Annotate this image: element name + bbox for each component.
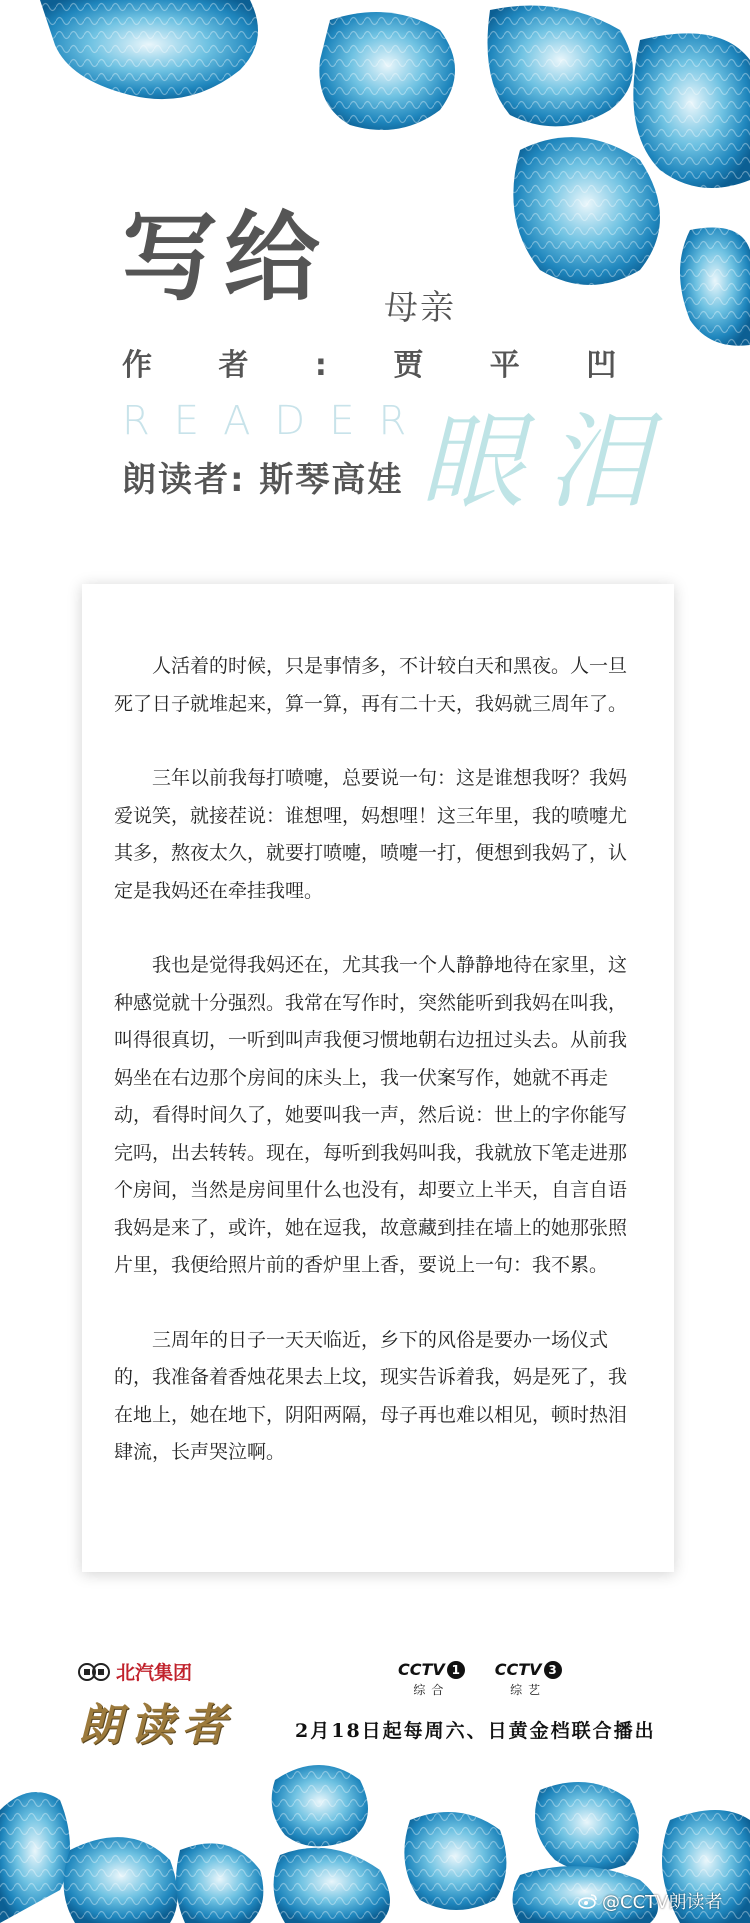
brand-name: 北汽集团 — [116, 1662, 193, 1684]
reader-name: 朗读者: 斯琴高娃 — [122, 460, 404, 500]
title-sub: 母亲 — [384, 288, 456, 328]
weibo-icon — [578, 1893, 598, 1909]
footer — [0, 1640, 750, 1750]
channel-cctv3 — [495, 1660, 562, 1698]
brand-group — [78, 1658, 234, 1753]
article-paragraph: 人活着的时候，只是事情多，不计较白天和黑夜。人一旦死了日子就堆起来，算一算，再有二十天，我妈就三周年了。 — [114, 655, 628, 715]
cctv-logo-icon — [495, 1660, 562, 1679]
watermark-text: @CCTV朗读者 — [602, 1892, 723, 1913]
blue-ink-decoration-top — [0, 0, 750, 360]
channel-number: 3 — [544, 1661, 562, 1679]
article-card — [82, 584, 674, 1572]
article-paragraph: 我也是觉得我妈还在，尤其我一个人静静地待在家里，这种感觉就十分强烈。我常在写作时，突然能听到我妈在叫我，叫得很真切，一听到叫声我便习惯地朝右边扭过头去。从前我妈坐在右边那个房间的床头上，我一伏案写作，她就不再走动，看得时间久了，她要叫我一声，然后说：世上的字你能写完吗，出去转转。现在，每听到我妈叫我，我就放下笔走进那个房间，当然是房间里什么也没有，却要立上半天，自言自语我妈是来了，或许，她在逗我，故意藏到挂在墙上的她那张照片里，我便给照片前的香炉里上香，要说上一句：我不累。 — [114, 954, 628, 1276]
baic-logo-icon — [78, 1662, 110, 1682]
channel-name: 综艺 — [510, 1683, 547, 1697]
program-logo: 朗读者 — [78, 1700, 234, 1751]
channel-logo-text: CCTV — [494, 1660, 542, 1679]
tears-calligraphy: 眼泪 — [420, 401, 673, 523]
weibo-watermark — [578, 1888, 722, 1914]
article-paragraph: 三周年的日子一天天临近，乡下的风俗是要办一场仪式的，我准备着香烛花果去上坟，现实告诉着我，妈是死了，我在地上，她在地下，阴阳两隔，母子再也难以相见，顿时热泪肆流，长声哭泣啊。 — [114, 1328, 628, 1463]
broadcast-schedule: 2月18日起每周六、日黄金档联合播出 — [295, 1720, 656, 1742]
article-paragraph: 三年以前我每打喷嚏，总要说一句：这是谁想我呀？我妈爱说笑，就接茬说：谁想哩，妈想哩！这三年里，我的喷嚏尤其多，熬夜太久，就要打喷嚏，喷嚏一打，便想到我妈了，认定是我妈还在牵挂我哩。 — [114, 767, 628, 902]
channel-number: 1 — [447, 1661, 465, 1679]
channel-name: 综合 — [413, 1683, 450, 1697]
brand-line — [78, 1658, 234, 1685]
title-main: 写给 — [122, 202, 326, 314]
cctv-logo-icon — [398, 1660, 465, 1679]
reader-english-label: READER — [122, 398, 431, 444]
channel-logos — [398, 1660, 562, 1698]
author-line: 作 者 : 贾 平 凹 — [122, 348, 645, 383]
channel-logo-text: CCTV — [398, 1660, 445, 1679]
channel-cctv1 — [398, 1660, 465, 1698]
